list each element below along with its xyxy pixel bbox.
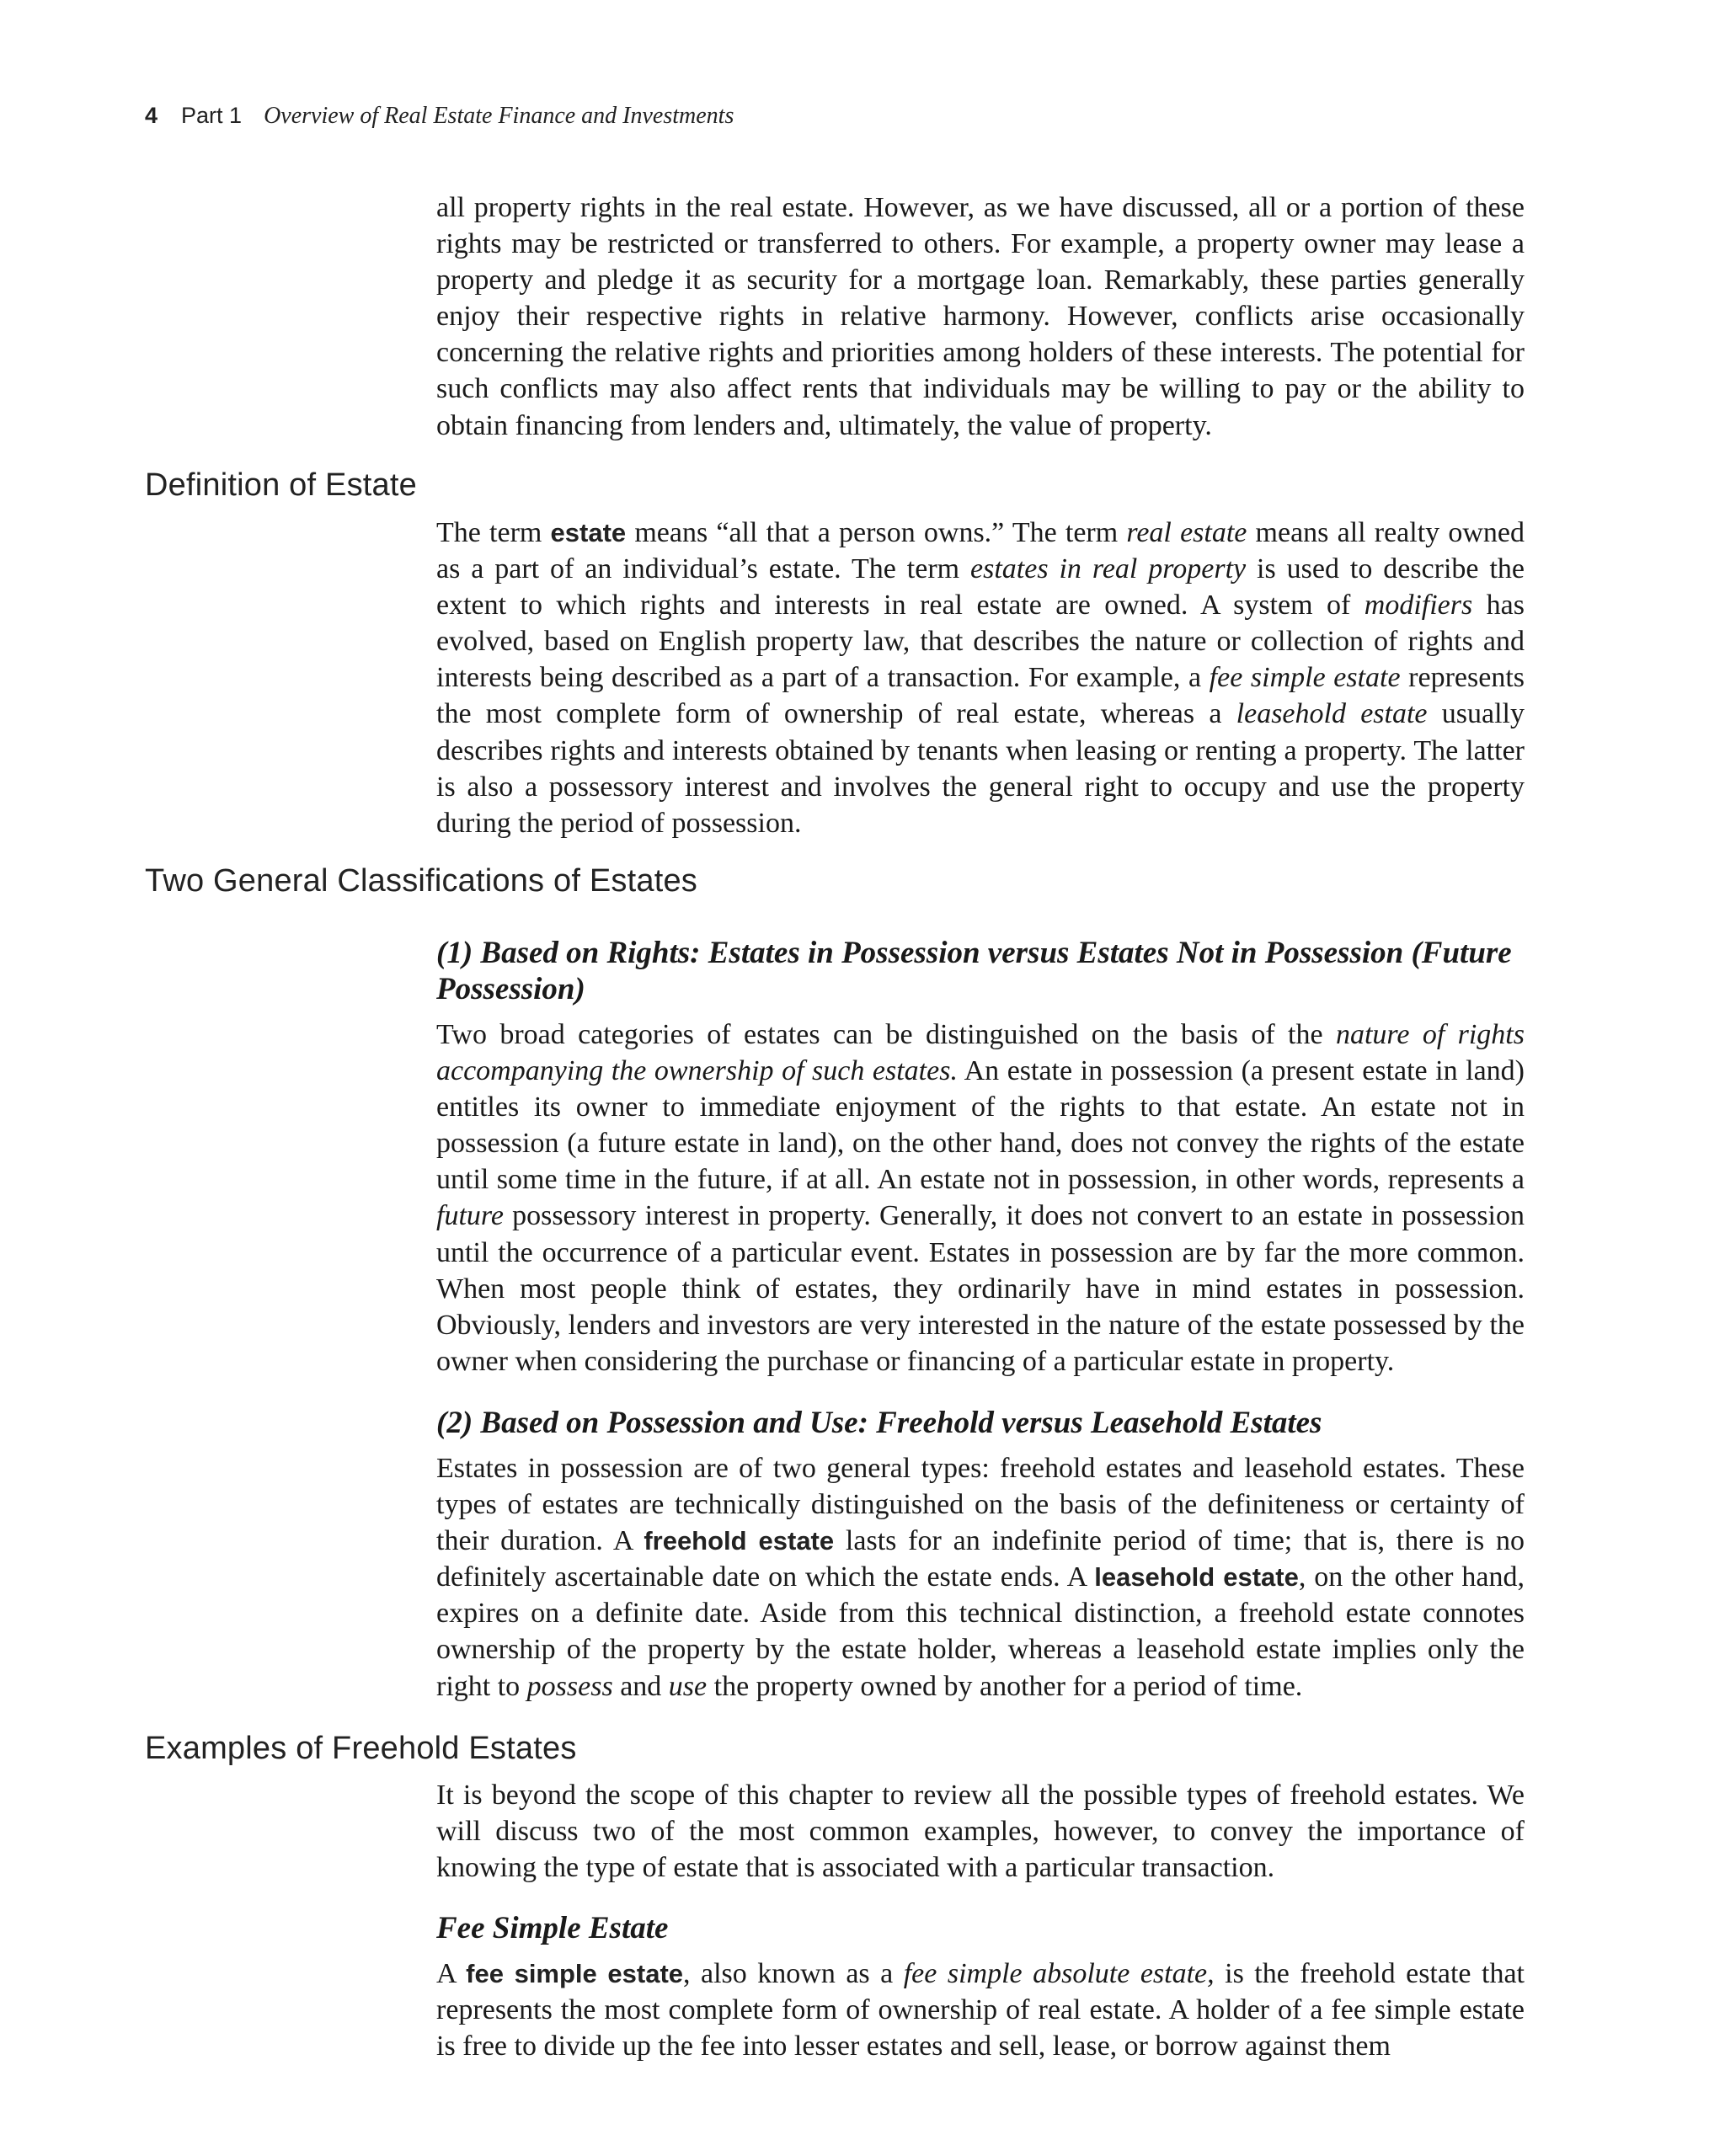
part-label: Part 1 <box>181 103 243 128</box>
running-head <box>145 103 734 130</box>
subheading-fee-simple-estate: Fee Simple Estate <box>436 1911 669 1945</box>
page-number: 4 <box>145 103 158 128</box>
examples-paragraph: It is beyond the scope of this chapter to review all the possible types of freehold estates. We will discuss two of the most common examples, however, to convey the importance of knowing the type of estate that is associated with a particular transaction. <box>436 1780 1525 1884</box>
heading-definition-of-estate: Definition of Estate <box>145 467 417 503</box>
subheading-based-on-possession: (2) Based on Possession and Use: Freehold versus Leasehold Estates <box>436 1406 1322 1440</box>
keyword-fee-simple-estate: fee simple estate <box>466 1959 684 1988</box>
keyword-leasehold-estate: leasehold estate <box>1094 1562 1299 1593</box>
based-on-rights-paragraph: Two broad categories of estates can be distinguished on the basis of the nature of rights accompanying the ownership of such estates. An estate in possession (a present estate in land) entitles its owner to immediate enjoyment of the rights to that estate. An estate not in possession (a future estate in land), on the other hand, does not convey the rights of the estate until some time in the future, if at all. An estate not in possession, in other words, represents a future possessory interest in property. Generally, it does not convert to an estate in possession until the occurrence of a particular event. Estates in possession are by far the more common. When most people think of estates, they ordinarily have in mind estates in possession. Obviously, lenders and investors are very interested in the nature of the estate possessed by the owner when considering the purchase or financing of a particular estate in property. <box>436 1019 1525 1377</box>
fee-simple-paragraph: A fee simple estate, also known as a fee simple absolute estate, is the freehold estate that represents the most complete form of ownership of real estate. A holder of a fee simple estate is free to divide up the fee into lesser estates and sell, lease, or borrow against them <box>436 1958 1525 2063</box>
intro-text: all property rights in the real estate. However, as we have discussed, all or a portion of these rights may be restricted or transferred to others. For example, a property owner may lease a property and pledge it as security for a mortgage loan. Remarkably, these parties generally enjoy their respective rights in relative harmony. However, conflicts arise occasionally concerning the relative rights and priorities among holders of these interests. The potential for such conflicts may also affect rents that individuals may be willing to pay or the ability to obtain financing from lenders and, ultimately, the value of property. <box>436 192 1525 441</box>
heading-examples-of-freehold-estates: Examples of Freehold Estates <box>145 1731 577 1766</box>
definition-paragraph: The term estate means “all that a person owns.” The term real estate means all realty owned as a part of an individual’s estate. The term estates in real property is used to describe the extent to which rights and interests in real estate are owned. A system of modifiers has evolved, based on English property law, that describes the nature or collection of rights and interests being described as a part of a transaction. For example, a fee simple estate represents the most complete form of ownership of real estate, whereas a leasehold estate usually describes rights and interests obtained by tenants when leasing or renting a property. The latter is also a possessory interest and involves the general right to occupy and use the property during the period of possession. <box>436 517 1525 839</box>
book-title: Overview of Real Estate Finance and Investments <box>264 103 734 129</box>
intro-paragraph <box>436 189 1525 444</box>
keyword-estate: estate <box>550 518 627 547</box>
heading-two-general-classifications: Two General Classifications of Estates <box>145 863 697 899</box>
based-on-possession-paragraph: Estates in possession are of two general types: freehold estates and leasehold estates. These types of estates are technically distinguished on the basis of the definiteness or certainty of their duration. A freehold estate lasts for an indefinite period of time; that is, there is no definitely ascertainable date on which the estate ends. A leasehold estate, on the other hand, expires on a definite date. Aside from this technical distinction, a freehold estate connotes ownership of the property by the estate holder, whereas a leasehold estate implies only the right to possess and use the property owned by another for a period of time. <box>436 1453 1525 1702</box>
keyword-freehold-estate: freehold estate <box>644 1526 835 1556</box>
subheading-based-on-rights: (1) Based on Rights: Estates in Possession versus Estates Not in Possession (Future Possession) <box>436 936 1512 1006</box>
